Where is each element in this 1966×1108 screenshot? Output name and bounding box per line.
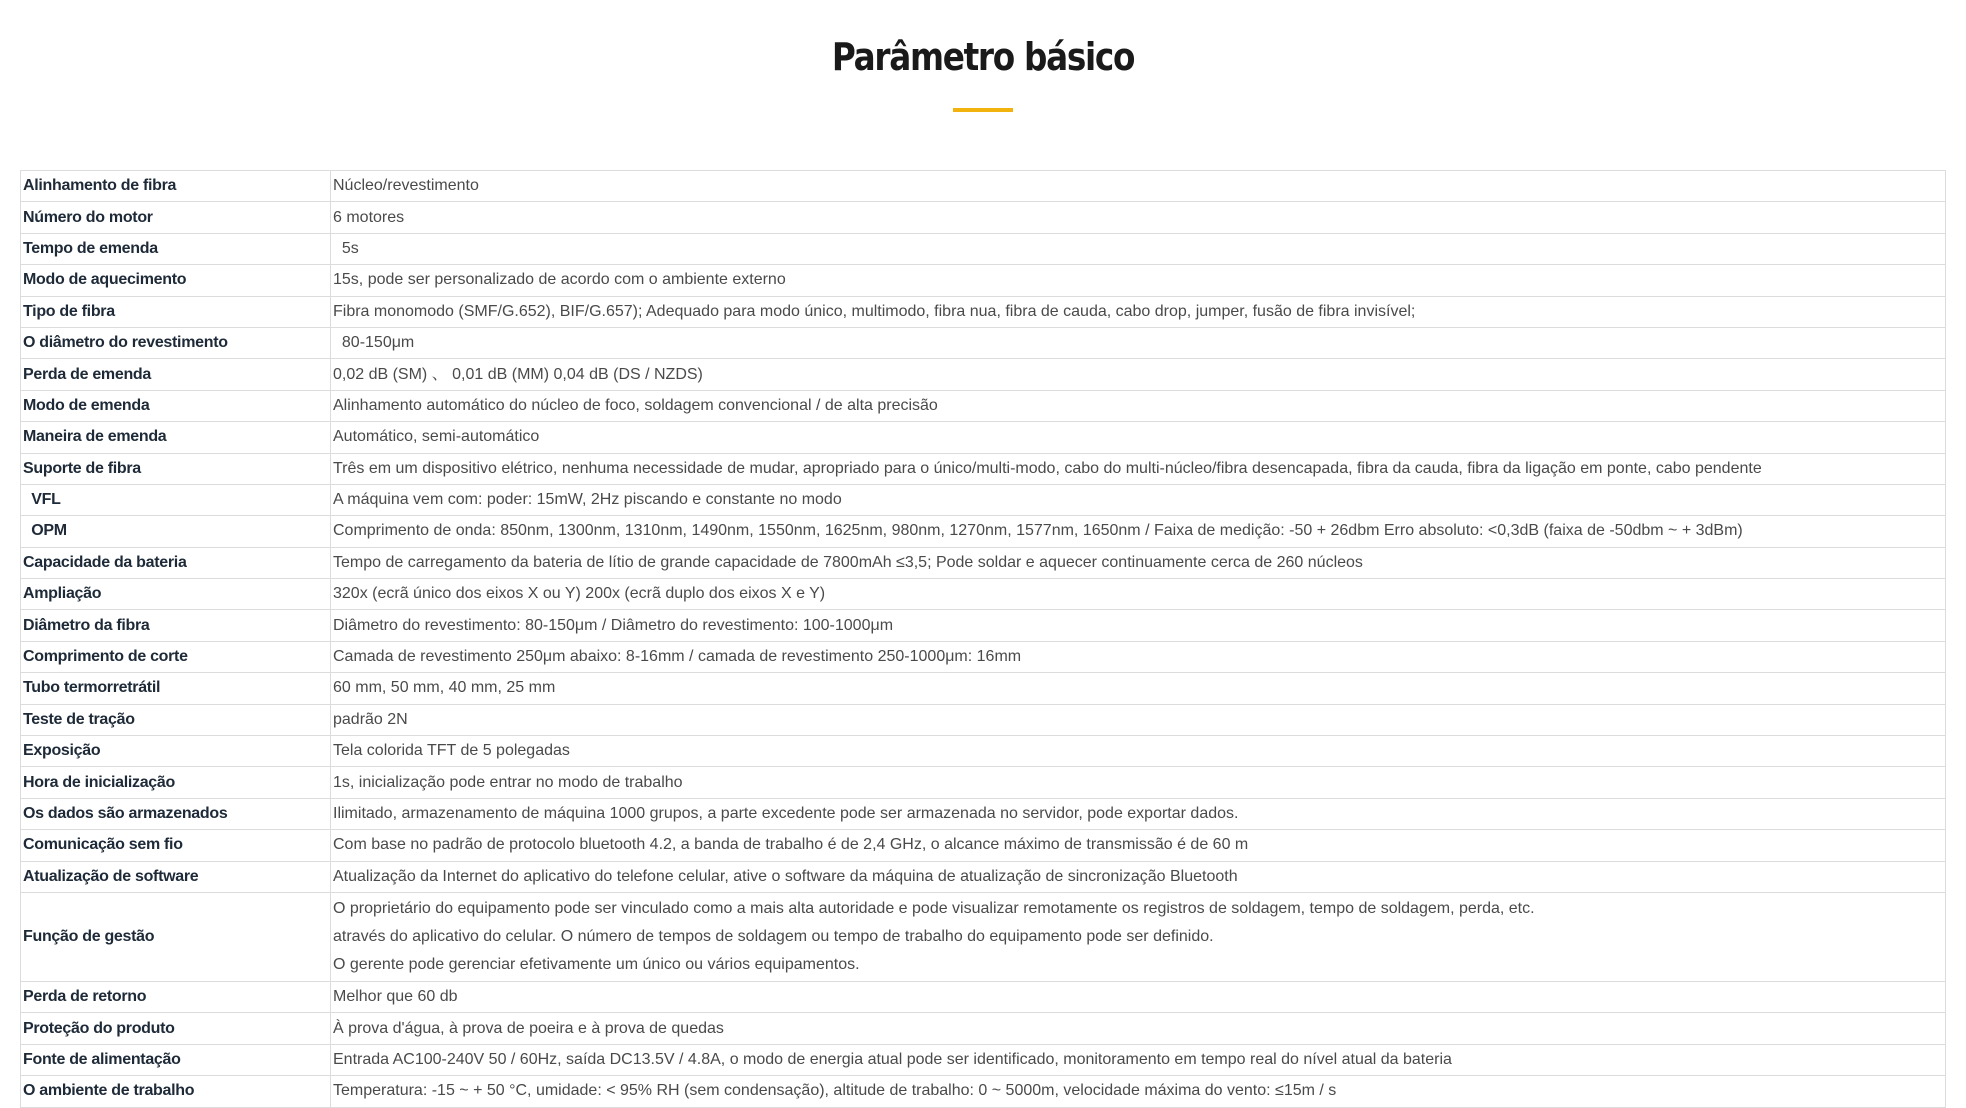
spec-value xyxy=(331,892,1946,981)
spec-value: Camada de revestimento 250μm abaixo: 8-16mm / camada de revestimento 250-1000μm: 16mm xyxy=(331,641,1946,672)
spec-value: Tempo de carregamento da bateria de lítio de grande capacidade de 7800mAh ≤3,5; Pode soldar e aquecer continuamente cerca de 260 núcleos xyxy=(331,547,1946,578)
spec-key: OPM xyxy=(21,516,331,547)
spec-key: VFL xyxy=(21,484,331,515)
spec-row xyxy=(21,579,1946,610)
title-underline xyxy=(953,108,1013,112)
spec-value: padrão 2N xyxy=(331,704,1946,735)
spec-row xyxy=(21,767,1946,798)
spec-row xyxy=(21,202,1946,233)
spec-value: 1s, inicialização pode entrar no modo de trabalho xyxy=(331,767,1946,798)
spec-key: Os dados são armazenados xyxy=(21,798,331,829)
spec-value: Entrada AC100-240V 50 / 60Hz, saída DC13.5V / 4.8A, o modo de energia atual pode ser identificado, monitoramento em tempo real do nível atual da bateria xyxy=(331,1044,1946,1075)
spec-key: Alinhamento de fibra xyxy=(21,171,331,202)
spec-value: Com base no padrão de protocolo bluetooth 4.2, a banda de trabalho é de 2,4 GHz, o alcance máximo de transmissão é de 60 m xyxy=(331,830,1946,861)
spec-row xyxy=(21,1076,1946,1107)
spec-row xyxy=(21,1044,1946,1075)
spec-key: Tipo de fibra xyxy=(21,296,331,327)
spec-row xyxy=(21,516,1946,547)
spec-row xyxy=(21,327,1946,358)
spec-value: Diâmetro do revestimento: 80-150μm / Diâmetro do revestimento: 100-1000μm xyxy=(331,610,1946,641)
spec-value: 80-150μm xyxy=(331,327,1946,358)
spec-key: Número do motor xyxy=(21,202,331,233)
spec-row xyxy=(21,861,1946,892)
spec-key: Tempo de emenda xyxy=(21,233,331,264)
spec-row xyxy=(21,798,1946,829)
page-title: Parâmetro básico xyxy=(831,35,1135,79)
spec-value: 0,02 dB (SM) 、 0,01 dB (MM) 0,04 dB (DS / NZDS) xyxy=(331,359,1946,390)
spec-value: Tela colorida TFT de 5 polegadas xyxy=(331,736,1946,767)
spec-key: Tubo termorretrátil xyxy=(21,673,331,704)
spec-row xyxy=(21,736,1946,767)
spec-value: Melhor que 60 db xyxy=(331,981,1946,1012)
spec-table-body xyxy=(21,171,1946,1108)
spec-table xyxy=(20,170,1946,1108)
spec-key: Ampliação xyxy=(21,579,331,610)
spec-value: Comprimento de onda: 850nm, 1300nm, 1310nm, 1490nm, 1550nm, 1625nm, 980nm, 1270nm, 1577nm, 1650nm / Faixa de medição: -50 + 26dbm Erro absoluto: <0,3dB (faixa de -50dbm ~ + 3dBm) xyxy=(331,516,1946,547)
spec-key: Comunicação sem fio xyxy=(21,830,331,861)
spec-value-line: O proprietário do equipamento pode ser vinculado como a mais alta autoridade e pode visualizar remotamente os registros de soldagem, tempo de soldagem, perda, etc. xyxy=(333,899,1535,917)
spec-key: Diâmetro da fibra xyxy=(21,610,331,641)
spec-row xyxy=(21,453,1946,484)
spec-key: Atualização de software xyxy=(21,861,331,892)
spec-row xyxy=(21,390,1946,421)
spec-row xyxy=(21,265,1946,296)
spec-key: O ambiente de trabalho xyxy=(21,1076,331,1107)
spec-value: Temperatura: -15 ~ + 50 °C, umidade: < 95% RH (sem condensação), altitude de trabalho: 0 ~ 5000m, velocidade máxima do vento: ≤15m / s xyxy=(331,1076,1946,1107)
spec-value: Núcleo/revestimento xyxy=(331,171,1946,202)
spec-key: Perda de retorno xyxy=(21,981,331,1012)
spec-row xyxy=(21,830,1946,861)
spec-key: Teste de tração xyxy=(21,704,331,735)
spec-value: Automático, semi-automático xyxy=(331,422,1946,453)
spec-row xyxy=(21,484,1946,515)
spec-value: 6 motores xyxy=(331,202,1946,233)
page-header xyxy=(0,0,1966,112)
spec-value: Três em um dispositivo elétrico, nenhuma necessidade de mudar, apropriado para o único/multi-modo, cabo do multi-núcleo/fibra desencapada, fibra da cauda, fibra da ligação em ponte, cabo pendente xyxy=(331,453,1946,484)
spec-row xyxy=(21,981,1946,1012)
spec-row xyxy=(21,296,1946,327)
spec-value: A máquina vem com: poder: 15mW, 2Hz piscando e constante no modo xyxy=(331,484,1946,515)
spec-row xyxy=(21,171,1946,202)
spec-key: Fonte de alimentação xyxy=(21,1044,331,1075)
spec-key: Suporte de fibra xyxy=(21,453,331,484)
spec-value: 5s xyxy=(331,233,1946,264)
spec-key: Capacidade da bateria xyxy=(21,547,331,578)
spec-value: 15s, pode ser personalizado de acordo com o ambiente externo xyxy=(331,265,1946,296)
spec-key: Hora de inicialização xyxy=(21,767,331,798)
spec-row xyxy=(21,704,1946,735)
spec-row xyxy=(21,892,1946,981)
spec-key: O diâmetro do revestimento xyxy=(21,327,331,358)
spec-row xyxy=(21,1013,1946,1044)
spec-row xyxy=(21,547,1946,578)
spec-key: Maneira de emenda xyxy=(21,422,331,453)
spec-value: Ilimitado, armazenamento de máquina 1000 grupos, a parte excedente pode ser armazenada no servidor, pode exportar dados. xyxy=(331,798,1946,829)
spec-key: Comprimento de corte xyxy=(21,641,331,672)
spec-value-line: O gerente pode gerenciar efetivamente um único ou vários equipamentos. xyxy=(333,955,860,973)
spec-row xyxy=(21,233,1946,264)
spec-value: Atualização da Internet do aplicativo do telefone celular, ative o software da máquina de atualização de sincronização Bluetooth xyxy=(331,861,1946,892)
spec-key: Função de gestão xyxy=(21,892,331,981)
spec-value: À prova d'água, à prova de poeira e à prova de quedas xyxy=(331,1013,1946,1044)
spec-key: Exposição xyxy=(21,736,331,767)
spec-row xyxy=(21,422,1946,453)
spec-value: Alinhamento automático do núcleo de foco, soldagem convencional / de alta precisão xyxy=(331,390,1946,421)
spec-key: Modo de emenda xyxy=(21,390,331,421)
spec-value: Fibra monomodo (SMF/G.652), BIF/G.657); Adequado para modo único, multimodo, fibra nua, fibra de cauda, cabo drop, jumper, fusão de fibra invisível; xyxy=(331,296,1946,327)
spec-row xyxy=(21,359,1946,390)
spec-row xyxy=(21,673,1946,704)
spec-key: Perda de emenda xyxy=(21,359,331,390)
spec-value-line: através do aplicativo do celular. O número de tempos de soldagem ou tempo de trabalho do equipamento pode ser definido. xyxy=(333,927,1214,945)
spec-row xyxy=(21,610,1946,641)
spec-row xyxy=(21,641,1946,672)
spec-value: 320x (ecrã único dos eixos X ou Y) 200x (ecrã duplo dos eixos X e Y) xyxy=(331,579,1946,610)
spec-key: Modo de aquecimento xyxy=(21,265,331,296)
spec-key: Proteção do produto xyxy=(21,1013,331,1044)
spec-value: 60 mm, 50 mm, 40 mm, 25 mm xyxy=(331,673,1946,704)
